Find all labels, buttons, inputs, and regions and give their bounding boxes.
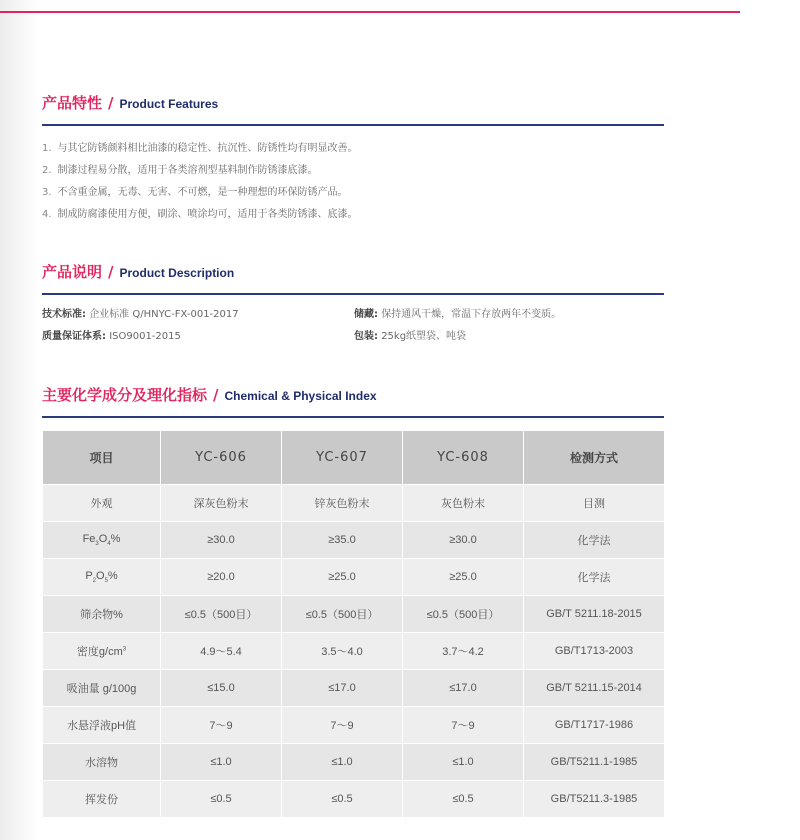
index-section xyxy=(42,384,664,418)
header-method: 检测方式 xyxy=(524,431,665,485)
features-list xyxy=(42,138,664,226)
header-item: 项目 xyxy=(43,431,161,485)
cell-yc606: 7～9 xyxy=(161,707,282,744)
cell-yc606: ≤0.5（500目） xyxy=(161,596,282,633)
features-rule xyxy=(42,124,664,126)
cell-method: GB/T1717-1986 xyxy=(524,707,665,744)
cell-yc606: ≤15.0 xyxy=(161,670,282,707)
top-rule xyxy=(0,11,740,13)
cell-yc608: ≤1.0 xyxy=(403,744,524,781)
cell-yc607: 3.5～4.0 xyxy=(282,633,403,670)
description-slash: / xyxy=(108,263,114,281)
features-slash: / xyxy=(108,94,114,112)
cell-item: 挥发份 xyxy=(43,781,161,818)
features-heading xyxy=(42,92,664,118)
header-yc607: YC-607 xyxy=(282,431,403,485)
features-title-zh: 产品特性 xyxy=(42,94,103,112)
cell-method: GB/T5211.1-1985 xyxy=(524,744,665,781)
cell-yc607: ≤1.0 xyxy=(282,744,403,781)
list-item-num: 4. xyxy=(42,209,52,220)
cell-yc608: ≤0.5（500目） xyxy=(403,596,524,633)
features-title-en: Product Features xyxy=(119,97,219,111)
cell-method: 化学法 xyxy=(524,559,665,596)
header-yc606: YC-606 xyxy=(161,431,282,485)
table-row xyxy=(43,633,665,670)
list-item-text: 与其它防锈颜料相比油漆的稳定性、抗沉性、防锈性均有明显改善。 xyxy=(57,143,358,154)
index-title-zh: 主要化学成分及理化指标 xyxy=(42,386,208,404)
list-item-num: 2. xyxy=(42,165,52,176)
cell-item: 水溶物 xyxy=(43,744,161,781)
list-item xyxy=(42,160,664,182)
cell-yc608: 3.7～4.2 xyxy=(403,633,524,670)
description-title-en: Product Description xyxy=(119,266,235,280)
index-heading xyxy=(42,384,664,410)
cell-item: 筛余物% xyxy=(43,596,161,633)
index-title-en: Chemical & Physical Index xyxy=(224,389,377,403)
description-section xyxy=(42,261,664,345)
cell-item: 密度$g/cm^3$ xyxy=(43,633,161,670)
table-row xyxy=(43,485,665,522)
list-item-text: 不含重金属，无毒、无害、不可燃，是一种理想的环保防锈产品。 xyxy=(57,187,348,198)
cell-yc608: ≤17.0 xyxy=(403,670,524,707)
index-slash: / xyxy=(213,386,219,404)
table-header-row xyxy=(43,431,665,485)
cell-yc607: ≤0.5 xyxy=(282,781,403,818)
header-yc608: YC-608 xyxy=(403,431,524,485)
cell-method: GB/T5211.3-1985 xyxy=(524,781,665,818)
desc-storage: 储藏: 保持通风干燥，常温下存放两年不变质。 xyxy=(354,309,562,320)
cell-method: 化学法 xyxy=(524,522,665,559)
cell-yc606: ≥30.0 xyxy=(161,522,282,559)
list-item-num: 1. xyxy=(42,143,52,154)
cell-method: GB/T 5211.18-2015 xyxy=(524,596,665,633)
table-row xyxy=(43,596,665,633)
cell-yc608: ≥30.0 xyxy=(403,522,524,559)
description-heading xyxy=(42,261,664,287)
cell-item: 吸油量 g/100g xyxy=(43,670,161,707)
list-item-num: 3. xyxy=(42,187,52,198)
left-shade xyxy=(0,0,38,840)
list-item xyxy=(42,138,664,160)
cell-yc608: ≤0.5 xyxy=(403,781,524,818)
table-row xyxy=(43,744,665,781)
description-grid xyxy=(42,307,664,345)
cell-item: 外观 xyxy=(43,485,161,522)
cell-yc607: 锌灰色粉末 xyxy=(282,485,403,522)
index-table xyxy=(42,430,665,818)
description-rule xyxy=(42,293,664,295)
cell-method: GB/T1713-2003 xyxy=(524,633,665,670)
cell-method: GB/T 5211.15-2014 xyxy=(524,670,665,707)
desc-standard: 技术标准: 企业标准 Q/HNYC-FX-001-2017 xyxy=(42,309,239,320)
cell-yc606: 深灰色粉末 xyxy=(161,485,282,522)
cell-yc608: 7～9 xyxy=(403,707,524,744)
table-row xyxy=(43,670,665,707)
index-rule xyxy=(42,416,664,418)
table-row xyxy=(43,781,665,818)
features-section xyxy=(42,92,664,226)
cell-item: $Fe_3O_4\%$ xyxy=(43,522,161,559)
description-title-zh: 产品说明 xyxy=(42,263,103,281)
cell-yc607: ≤0.5（500目） xyxy=(282,596,403,633)
cell-yc607: ≥35.0 xyxy=(282,522,403,559)
list-item xyxy=(42,204,664,226)
cell-method: 目测 xyxy=(524,485,665,522)
list-item-text: 制漆过程易分散，适用于各类溶剂型基料制作防锈漆底漆。 xyxy=(57,165,318,176)
cell-yc608: ≥25.0 xyxy=(403,559,524,596)
cell-yc606: ≤0.5 xyxy=(161,781,282,818)
cell-yc606: ≥20.0 xyxy=(161,559,282,596)
cell-item: $P_2O_5\%$ xyxy=(43,559,161,596)
cell-item: 水悬浮液pH值 xyxy=(43,707,161,744)
cell-yc606: 4.9～5.4 xyxy=(161,633,282,670)
cell-yc606: ≤1.0 xyxy=(161,744,282,781)
cell-yc608: 灰色粉末 xyxy=(403,485,524,522)
table-row xyxy=(43,707,665,744)
table-row xyxy=(43,559,665,596)
cell-yc607: ≤17.0 xyxy=(282,670,403,707)
table-row xyxy=(43,522,665,559)
cell-yc607: 7～9 xyxy=(282,707,403,744)
cell-yc607: ≥25.0 xyxy=(282,559,403,596)
desc-packaging: 包装: 25kg纸塑袋、吨袋 xyxy=(354,331,467,342)
list-item xyxy=(42,182,664,204)
desc-quality-system: 质量保证体系: ISO9001-2015 xyxy=(42,331,181,342)
list-item-text: 制成防腐漆使用方便，刷涂、喷涂均可，适用于各类防锈漆、底漆。 xyxy=(57,209,358,220)
